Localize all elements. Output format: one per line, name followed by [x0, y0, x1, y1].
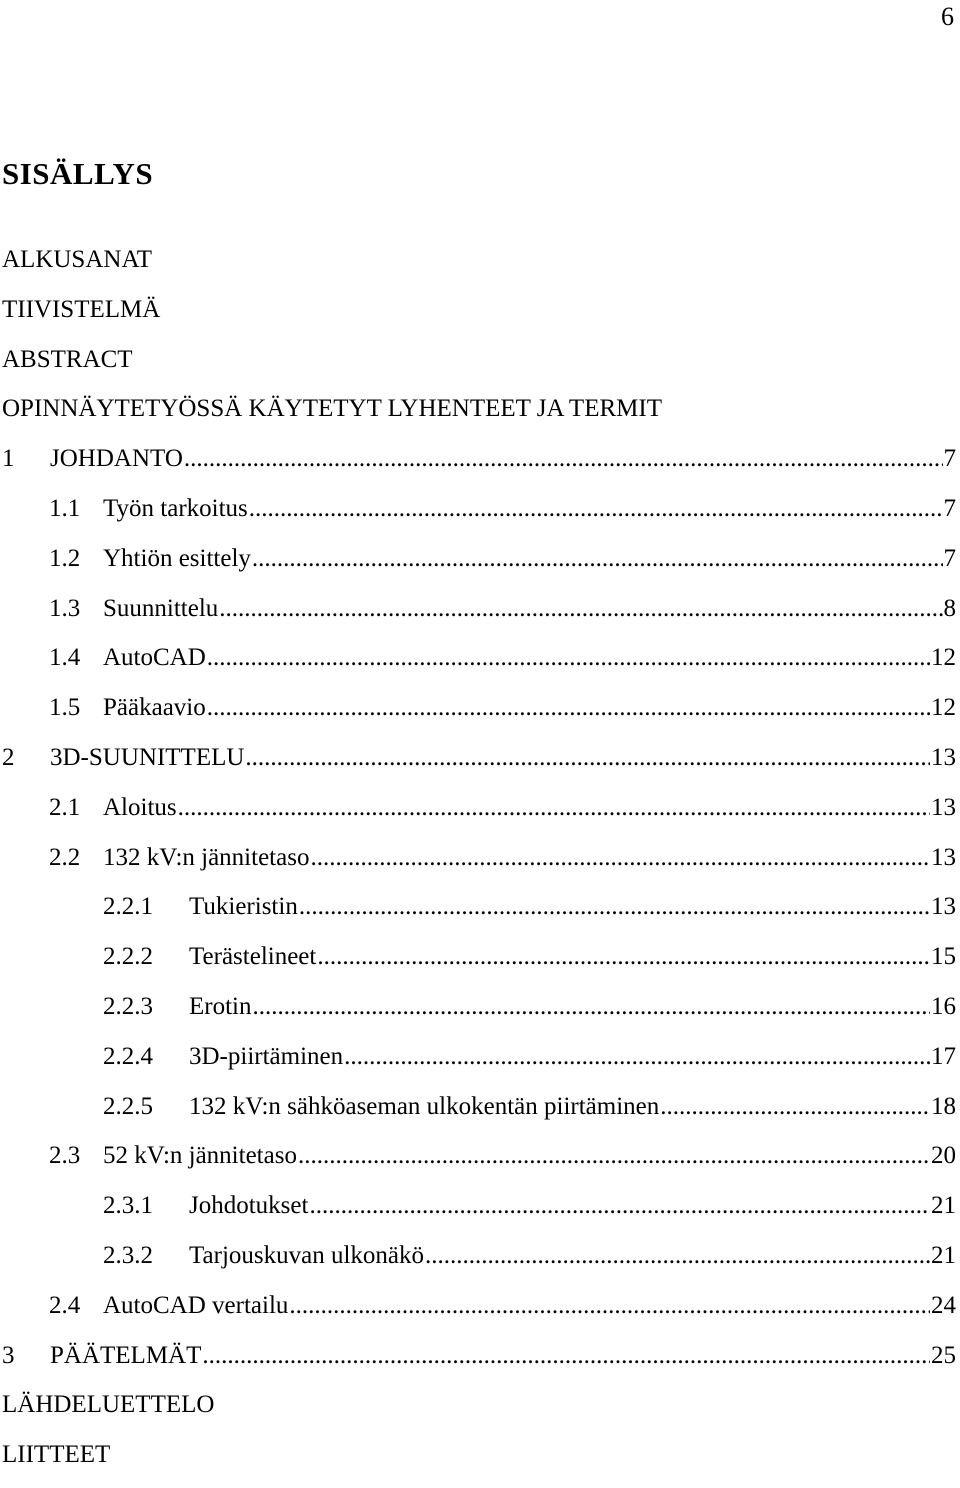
- toc-entry-number: 2.2.1: [103, 893, 153, 921]
- toc-entry[interactable]: [0, 1289, 956, 1339]
- toc-entry[interactable]: [0, 691, 956, 741]
- toc-entry-label: Suunnittelu: [103, 594, 219, 622]
- toc-entry-page: 17: [931, 1042, 956, 1070]
- dot-leader: [202, 1339, 930, 1373]
- page-number: 6: [941, 2, 954, 31]
- toc-entry-number: 2.2.2: [103, 943, 153, 971]
- toc-entry-page: 8: [943, 594, 956, 622]
- toc-entry[interactable]: [0, 841, 956, 891]
- toc-entry-label: 3D-piirtäminen: [189, 1042, 344, 1070]
- toc-entry-label: AutoCAD vertailu: [103, 1291, 289, 1319]
- toc-entry-number: 1: [2, 445, 15, 473]
- toc-entry-label: Johdotukset: [189, 1192, 309, 1220]
- dot-leader: [289, 1289, 930, 1323]
- toc-entry[interactable]: [0, 492, 956, 542]
- dot-leader: [219, 592, 942, 626]
- toc-entry-label: OPINNÄYTETYÖSSÄ KÄYTETYT LYHENTEET JA TERMIT: [2, 395, 662, 423]
- dot-leader: [344, 1040, 930, 1074]
- dot-leader: [309, 1189, 930, 1223]
- dot-leader: [184, 442, 943, 476]
- toc-entry-page: 15: [931, 943, 956, 971]
- toc-entry[interactable]: [0, 1438, 956, 1488]
- toc-entry-label: Aloitus: [103, 793, 177, 821]
- dot-leader: [310, 841, 930, 875]
- toc-entry-number: 2.3.1: [103, 1192, 153, 1220]
- toc-entry-number: 1.5: [49, 694, 81, 722]
- toc-entry-page: 21: [931, 1192, 956, 1220]
- toc-entry[interactable]: [0, 1139, 956, 1189]
- toc-entry-label: LIITTEET: [2, 1441, 111, 1469]
- toc-entry[interactable]: [0, 990, 956, 1040]
- toc-entry-label: TIIVISTELMÄ: [2, 295, 161, 323]
- dot-leader: [249, 492, 943, 526]
- toc-entry-label: Pääkaavio: [103, 694, 206, 722]
- toc-entry-label: Erotin: [189, 992, 252, 1020]
- toc-entry-number: 2.2.4: [103, 1042, 153, 1070]
- toc-entry[interactable]: [0, 542, 956, 592]
- dot-leader: [425, 1239, 930, 1273]
- toc-entry[interactable]: [0, 442, 956, 492]
- toc-entry[interactable]: [0, 392, 956, 442]
- toc-entry-label: AutoCAD: [103, 644, 206, 672]
- toc-entry-label: PÄÄTELMÄT: [50, 1341, 202, 1369]
- table-of-contents: [0, 243, 956, 1488]
- toc-entry-number: 1.3: [49, 594, 81, 622]
- toc-entry[interactable]: [0, 243, 956, 293]
- toc-entry[interactable]: [0, 293, 956, 343]
- toc-entry-page: 13: [931, 793, 956, 821]
- toc-entry-label: Tukieristin: [189, 893, 298, 921]
- toc-entry-number: 2.2.3: [103, 992, 153, 1020]
- toc-entry-label: 3D-SUUNITTELU: [50, 743, 245, 771]
- toc-entry[interactable]: [0, 343, 956, 393]
- toc-entry[interactable]: [0, 1239, 956, 1289]
- toc-entry-number: 2.3.2: [103, 1241, 153, 1269]
- toc-entry-label: 52 kV:n jännitetaso: [103, 1142, 297, 1170]
- toc-entry-label: 132 kV:n jännitetaso: [103, 843, 310, 871]
- toc-entry-number: 2.3: [49, 1142, 81, 1170]
- toc-entry-number: 2.1: [49, 793, 81, 821]
- dot-leader: [317, 940, 930, 974]
- toc-entry-page: 7: [943, 494, 956, 522]
- toc-entry[interactable]: [0, 592, 956, 642]
- toc-entry[interactable]: [0, 791, 956, 841]
- toc-entry[interactable]: [0, 1189, 956, 1239]
- toc-entry-label: JOHDANTO: [50, 445, 183, 473]
- dot-leader: [253, 990, 931, 1024]
- toc-entry-page: 13: [931, 743, 956, 771]
- dot-leader: [207, 641, 930, 675]
- dot-leader: [298, 1139, 930, 1173]
- toc-entry-page: 12: [931, 694, 956, 722]
- toc-entry-page: 21: [931, 1241, 956, 1269]
- toc-entry-label: 132 kV:n sähköaseman ulkokentän piirtäminen: [189, 1092, 660, 1120]
- dot-leader: [178, 791, 930, 825]
- toc-entry-label: Työn tarkoitus: [103, 494, 248, 522]
- toc-entry-number: 2: [2, 743, 15, 771]
- toc-entry-number: 1.1: [49, 494, 81, 522]
- toc-entry[interactable]: [0, 890, 956, 940]
- toc-entry[interactable]: [0, 940, 956, 990]
- toc-entry-number: 2.2.5: [103, 1092, 153, 1120]
- toc-entry-page: 7: [943, 445, 956, 473]
- toc-entry-number: 3: [2, 1341, 15, 1369]
- toc-entry-label: ALKUSANAT: [2, 246, 152, 273]
- toc-entry[interactable]: [0, 1339, 956, 1389]
- toc-entry-number: 2.4: [49, 1291, 81, 1319]
- dot-leader: [252, 542, 943, 576]
- toc-entry-label: Terästelineet: [189, 943, 317, 971]
- toc-entry-page: 16: [931, 992, 956, 1020]
- toc-entry-label: Tarjouskuvan ulkonäkö: [189, 1241, 425, 1269]
- toc-entry-page: 13: [931, 893, 956, 921]
- toc-entry-page: 20: [931, 1142, 956, 1170]
- dot-leader: [660, 1090, 930, 1124]
- dot-leader: [299, 890, 930, 924]
- toc-entry-page: 24: [931, 1291, 956, 1319]
- toc-entry-page: 18: [931, 1092, 956, 1120]
- toc-entry[interactable]: [0, 1388, 956, 1438]
- toc-entry-label: Yhtiön esittely: [103, 544, 251, 572]
- dot-leader: [245, 741, 930, 775]
- toc-entry-number: 2.2: [49, 843, 81, 871]
- toc-entry-page: 13: [931, 843, 956, 871]
- page-title: SISÄLLYS: [2, 156, 154, 191]
- toc-entry[interactable]: [0, 1040, 956, 1090]
- toc-entry-page: 7: [943, 544, 956, 572]
- dot-leader: [207, 691, 930, 725]
- toc-entry-page: 25: [931, 1341, 956, 1369]
- toc-entry-label: ABSTRACT: [2, 345, 133, 373]
- toc-entry-number: 1.4: [49, 644, 81, 672]
- toc-entry[interactable]: [0, 641, 956, 691]
- toc-entry-label: LÄHDELUETTELO: [2, 1391, 215, 1419]
- toc-entry[interactable]: [0, 741, 956, 791]
- toc-entry-number: 1.2: [49, 544, 81, 572]
- toc-entry[interactable]: [0, 1090, 956, 1140]
- toc-entry-page: 12: [931, 644, 956, 672]
